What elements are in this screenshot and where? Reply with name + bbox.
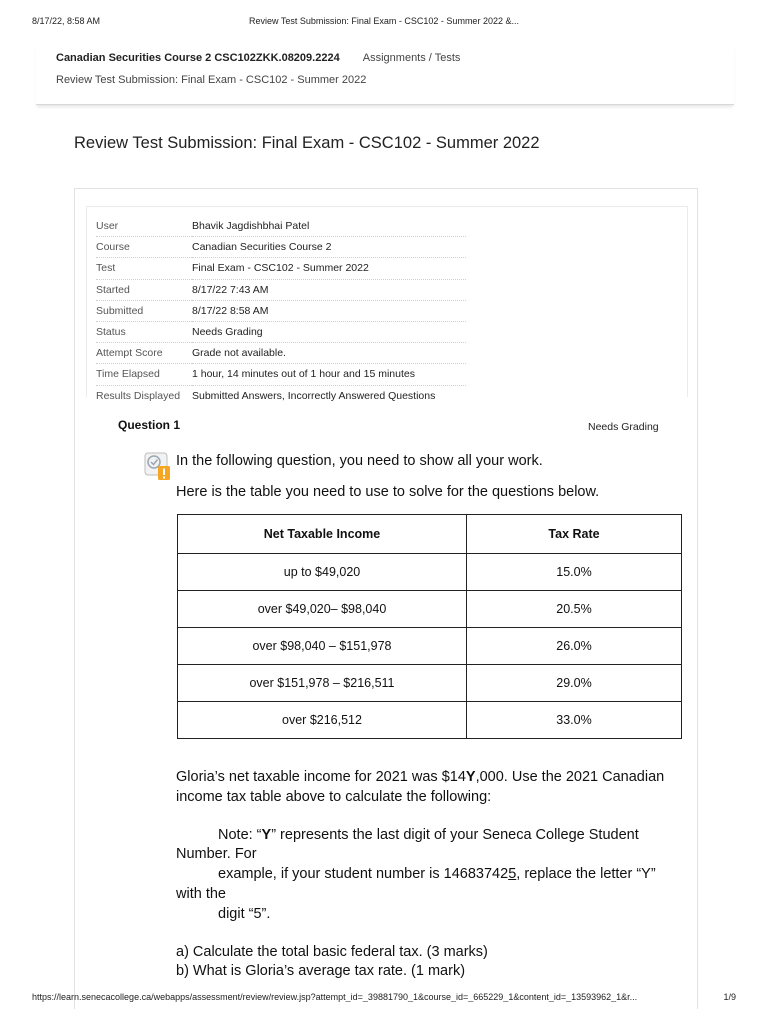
summary-label: Test — [96, 258, 192, 279]
table-cell: 33.0% — [467, 702, 682, 739]
table-cell: over $151,978 – $216,511 — [178, 665, 467, 702]
table-cell: 15.0% — [467, 554, 682, 591]
table-cell: over $216,512 — [178, 702, 467, 739]
summary-row — [96, 237, 466, 258]
note-text: example, if your student number is 14683742 — [218, 866, 509, 882]
summary-value: Bhavik Jagdishbhai Patel — [192, 216, 466, 237]
table-cell: 20.5% — [467, 591, 682, 628]
scenario-text: Gloria’s net taxable income for 2021 was $14 — [176, 769, 466, 785]
summary-value: Canadian Securities Course 2 — [192, 237, 466, 258]
question-intro-line1: In the following question, you need to show all your work. — [176, 453, 543, 469]
table-cell: 29.0% — [467, 665, 682, 702]
note-line5: digit “5”. — [218, 906, 271, 922]
summary-value: 8/17/22 8:58 AM — [192, 300, 466, 321]
print-title: Review Test Submission: Final Exam - CSC102 - Summer 2022 &... — [249, 16, 519, 26]
note-line2: Number. For — [176, 846, 257, 862]
attempt-summary-table — [96, 216, 466, 406]
summary-value: 1 hour, 14 minutes out of 1 hour and 15 minutes — [192, 364, 466, 385]
summary-row — [96, 279, 466, 300]
note-line4: with the — [176, 886, 226, 902]
print-page-number: 1/9 — [723, 992, 736, 1002]
table-cell: over $49,020– $98,040 — [178, 591, 467, 628]
table-row — [178, 554, 682, 591]
table-row — [178, 665, 682, 702]
note-digit: 5 — [508, 866, 517, 882]
summary-row — [96, 364, 466, 385]
summary-value: 8/17/22 7:43 AM — [192, 279, 466, 300]
print-datetime: 8/17/22, 8:58 AM — [32, 16, 101, 26]
summary-row — [96, 216, 466, 237]
summary-label: Status — [96, 321, 192, 342]
breadcrumb-assignments-link[interactable]: Assignments / Tests — [362, 52, 461, 64]
summary-row — [96, 343, 466, 364]
question-part-b: b) What is Gloria’s average tax rate. (1 mark) — [176, 963, 466, 979]
column-header: Tax Rate — [467, 515, 682, 554]
question-scenario-line1 — [176, 768, 664, 786]
breadcrumb-course-link[interactable]: Canadian Securities Course 2 CSC102ZKK.08209.2224 — [56, 52, 340, 64]
summary-row — [96, 258, 466, 279]
question-header: Question 1 — [118, 418, 181, 432]
question-scenario-line2: income tax table above to calculate the following: — [176, 789, 492, 805]
question-intro-line2: Here is the table you need to use to solve for the questions below. — [176, 484, 600, 500]
note-line1 — [218, 826, 639, 844]
summary-label: Attempt Score — [96, 343, 192, 364]
table-row — [178, 591, 682, 628]
needs-grading-icon — [144, 452, 172, 482]
breadcrumb-current: Review Test Submission: Final Exam - CSC102 - Summer 2022 — [56, 74, 367, 86]
note-text: , replace the letter “Y” — [516, 866, 656, 882]
summary-value: Grade not available. — [192, 343, 466, 364]
print-url: https://learn.senecacollege.ca/webapps/assessment/review/review.jsp?attempt_id=_39881790_1&course_id=_665229_1&content_id=_13593962_1&r... — [32, 992, 638, 1002]
question-part-a: a) Calculate the total basic federal tax. (3 marks) — [176, 944, 488, 960]
note-text: ” represents the last digit of your Seneca College Student — [271, 827, 639, 843]
tax-rate-table — [177, 514, 682, 739]
summary-label: Submitted — [96, 300, 192, 321]
question-status: Needs Grading — [588, 421, 659, 433]
summary-value: Needs Grading — [192, 321, 466, 342]
note-text: Note: “ — [218, 827, 262, 843]
summary-label: Results Displayed — [96, 389, 181, 402]
summary-label: Time Elapsed — [96, 364, 192, 385]
column-header: Net Taxable Income — [178, 515, 467, 554]
table-cell: up to $49,020 — [178, 554, 467, 591]
summary-label: Course — [96, 237, 192, 258]
page-title: Review Test Submission: Final Exam - CSC102 - Summer 2022 — [74, 134, 540, 152]
summary-value: Submitted Answers, Incorrectly Answered Questions — [192, 389, 436, 402]
summary-row — [96, 300, 466, 321]
table-cell: over $98,040 – $151,978 — [178, 628, 467, 665]
note-variable: Y — [261, 827, 272, 843]
table-row — [178, 702, 682, 739]
summary-label: Started — [96, 279, 192, 300]
table-row — [178, 628, 682, 665]
summary-label: User — [96, 216, 192, 237]
table-cell: 26.0% — [467, 628, 682, 665]
table-header-row — [178, 515, 682, 554]
scenario-text: ,000. Use the 2021 Canadian — [475, 769, 665, 785]
summary-value: Final Exam - CSC102 - Summer 2022 — [192, 258, 466, 279]
scenario-variable: Y — [465, 769, 476, 785]
note-line3 — [218, 865, 656, 883]
summary-row — [96, 321, 466, 342]
summary-row — [96, 385, 466, 406]
breadcrumb — [36, 44, 734, 105]
